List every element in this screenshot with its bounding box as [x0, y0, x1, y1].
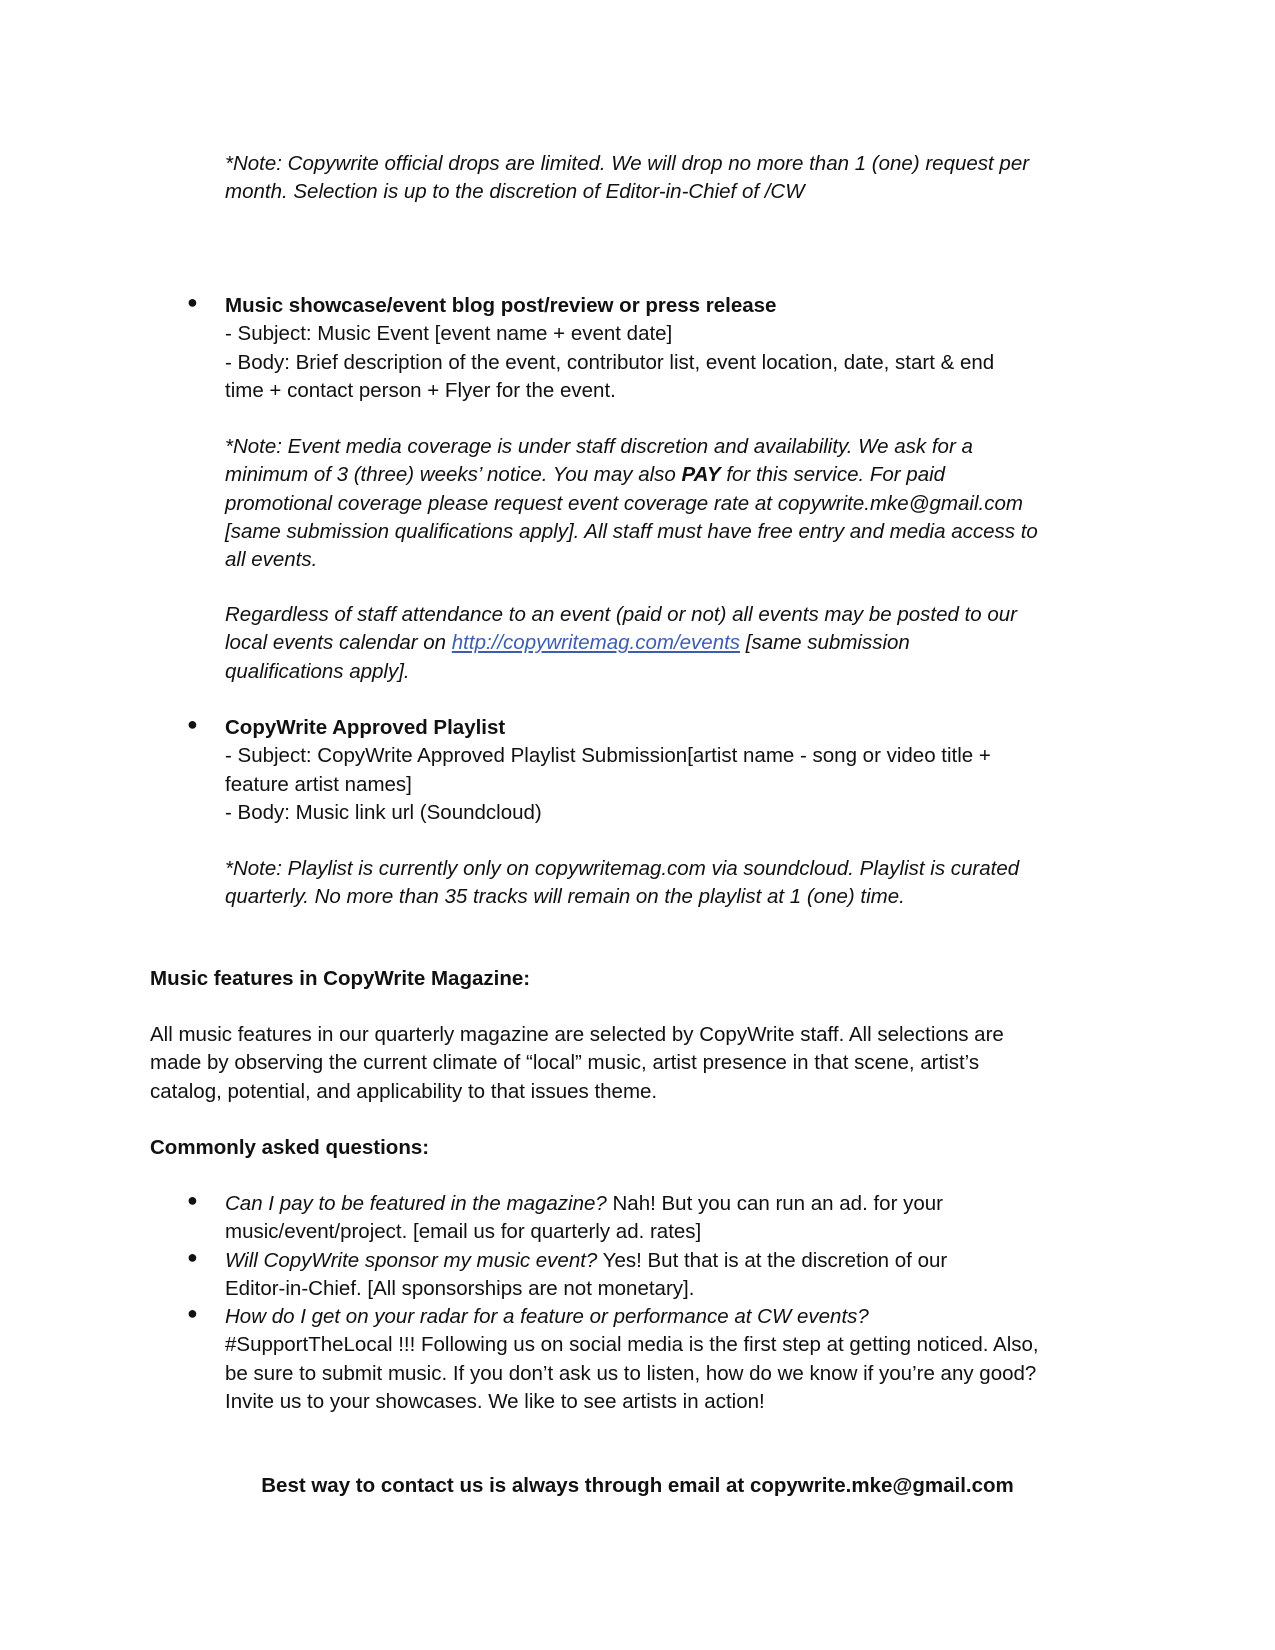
- bullet-icon: ●: [187, 292, 198, 312]
- faq-answer: Invite us to your showcases. We like to see artists in action!: [225, 1390, 765, 1414]
- playlist-line: - Body: Music link url (Soundcloud): [225, 800, 542, 824]
- drops-note: [225, 150, 1155, 207]
- playlist-item: [187, 714, 1155, 827]
- bullet-icon: ●: [187, 1190, 198, 1210]
- paragraph-line: All music features in our quarterly magazine are selected by CopyWrite staff. All selections are: [150, 1023, 1004, 1046]
- bullet-icon: ●: [187, 1246, 198, 1267]
- note-line: month. Selection is up to the discretion of Editor-in-Chief of /CW: [225, 180, 805, 204]
- note-text: [same submission: [740, 631, 910, 655]
- faq-question: How do I get on your radar for a feature or performance at CW events?: [225, 1305, 869, 1329]
- bullet-icon: ●: [187, 1303, 198, 1324]
- faq-answer: Editor-in-Chief. [All sponsorships are not monetary].: [225, 1276, 695, 1300]
- note-text: for this service. For paid: [720, 463, 946, 487]
- faq-answer: be sure to submit music. If you don’t ask us to listen, how do we know if you’re any good?: [225, 1361, 1037, 1385]
- playlist-line: feature artist names]: [225, 772, 412, 796]
- showcase-line: - Body: Brief description of the event, contributor list, event location, date, start & end: [225, 350, 995, 374]
- features-heading: [150, 965, 1080, 993]
- faq-item: [187, 1303, 1155, 1416]
- faq-heading: [150, 1134, 1080, 1162]
- heading-text: Commonly asked questions:: [150, 1136, 430, 1159]
- note-line: promotional coverage please request event coverage rate at copywrite.mke@gmail.com: [225, 491, 1023, 515]
- faq-answer: Yes! But that is at the discretion of our: [597, 1248, 948, 1272]
- faq-question: Will CopyWrite sponsor my music event?: [225, 1248, 598, 1272]
- faq-answer: Nah! But you can run an ad. for your: [606, 1192, 943, 1215]
- pay-emphasis: PAY: [681, 463, 721, 487]
- showcase-item: [187, 292, 1155, 405]
- events-calendar-link[interactable]: http://copywritemag.com/events: [451, 631, 741, 655]
- paragraph-line: catalog, potential, and applicability to that issues theme.: [150, 1079, 658, 1103]
- playlist-note: [225, 855, 1155, 912]
- faq-item: [187, 1246, 1155, 1304]
- faq-question: Can I pay to be featured in the magazine?: [225, 1192, 607, 1215]
- calendar-note: [225, 601, 1155, 686]
- note-line: *Note: Playlist is currently only on copywritemag.com via soundcloud. Playlist is curated: [225, 857, 1020, 880]
- showcase-note: [225, 433, 1155, 574]
- note-text: minimum of 3 (three) weeks’ notice. You may also: [225, 463, 682, 487]
- note-line: [same submission qualifications apply]. All staff must have free entry and media access to: [225, 519, 1038, 543]
- features-paragraph: [150, 1021, 1150, 1106]
- faq-answer: #SupportTheLocal !!! Following us on social media is the first step at getting noticed. Also,: [225, 1333, 1039, 1357]
- showcase-line: time + contact person + Flyer for the event.: [225, 378, 616, 402]
- paragraph-line: made by observing the current climate of “local” music, artist presence in that scene, artist’s: [150, 1051, 980, 1075]
- showcase-line: - Subject: Music Event [event name + event date]: [225, 322, 673, 346]
- note-line: *Note: Event media coverage is under staff discretion and availability. We ask for a: [225, 435, 973, 458]
- bullet-icon: ●: [187, 714, 198, 734]
- note-line: all events.: [225, 548, 318, 572]
- showcase-title: Music showcase/event blog post/review or press release: [225, 294, 777, 317]
- faq-answer: music/event/project. [email us for quarterly ad. rates]: [225, 1220, 702, 1244]
- note-line: [225, 629, 1155, 657]
- note-line: [225, 461, 1155, 489]
- faq-item: [187, 1190, 1155, 1247]
- heading-text: Music features in CopyWrite Magazine:: [150, 967, 531, 990]
- note-line: qualifications apply].: [225, 659, 410, 683]
- contact-line: Best way to contact us is always through email at copywrite.mke@gmail.com: [261, 1474, 1014, 1497]
- playlist-title: CopyWrite Approved Playlist: [225, 716, 506, 739]
- note-line: quarterly. No more than 35 tracks will remain on the playlist at 1 (one) time.: [225, 885, 905, 909]
- note-text: local events calendar on: [225, 631, 452, 655]
- note-line: *Note: Copywrite official drops are limited. We will drop no more than 1 (one) request per: [225, 152, 1030, 175]
- playlist-line: - Subject: CopyWrite Approved Playlist Submission[artist name - song or video title +: [225, 744, 991, 768]
- note-line: Regardless of staff attendance to an event (paid or not) all events may be posted to our: [225, 603, 1018, 626]
- faq-list: [187, 1190, 1155, 1416]
